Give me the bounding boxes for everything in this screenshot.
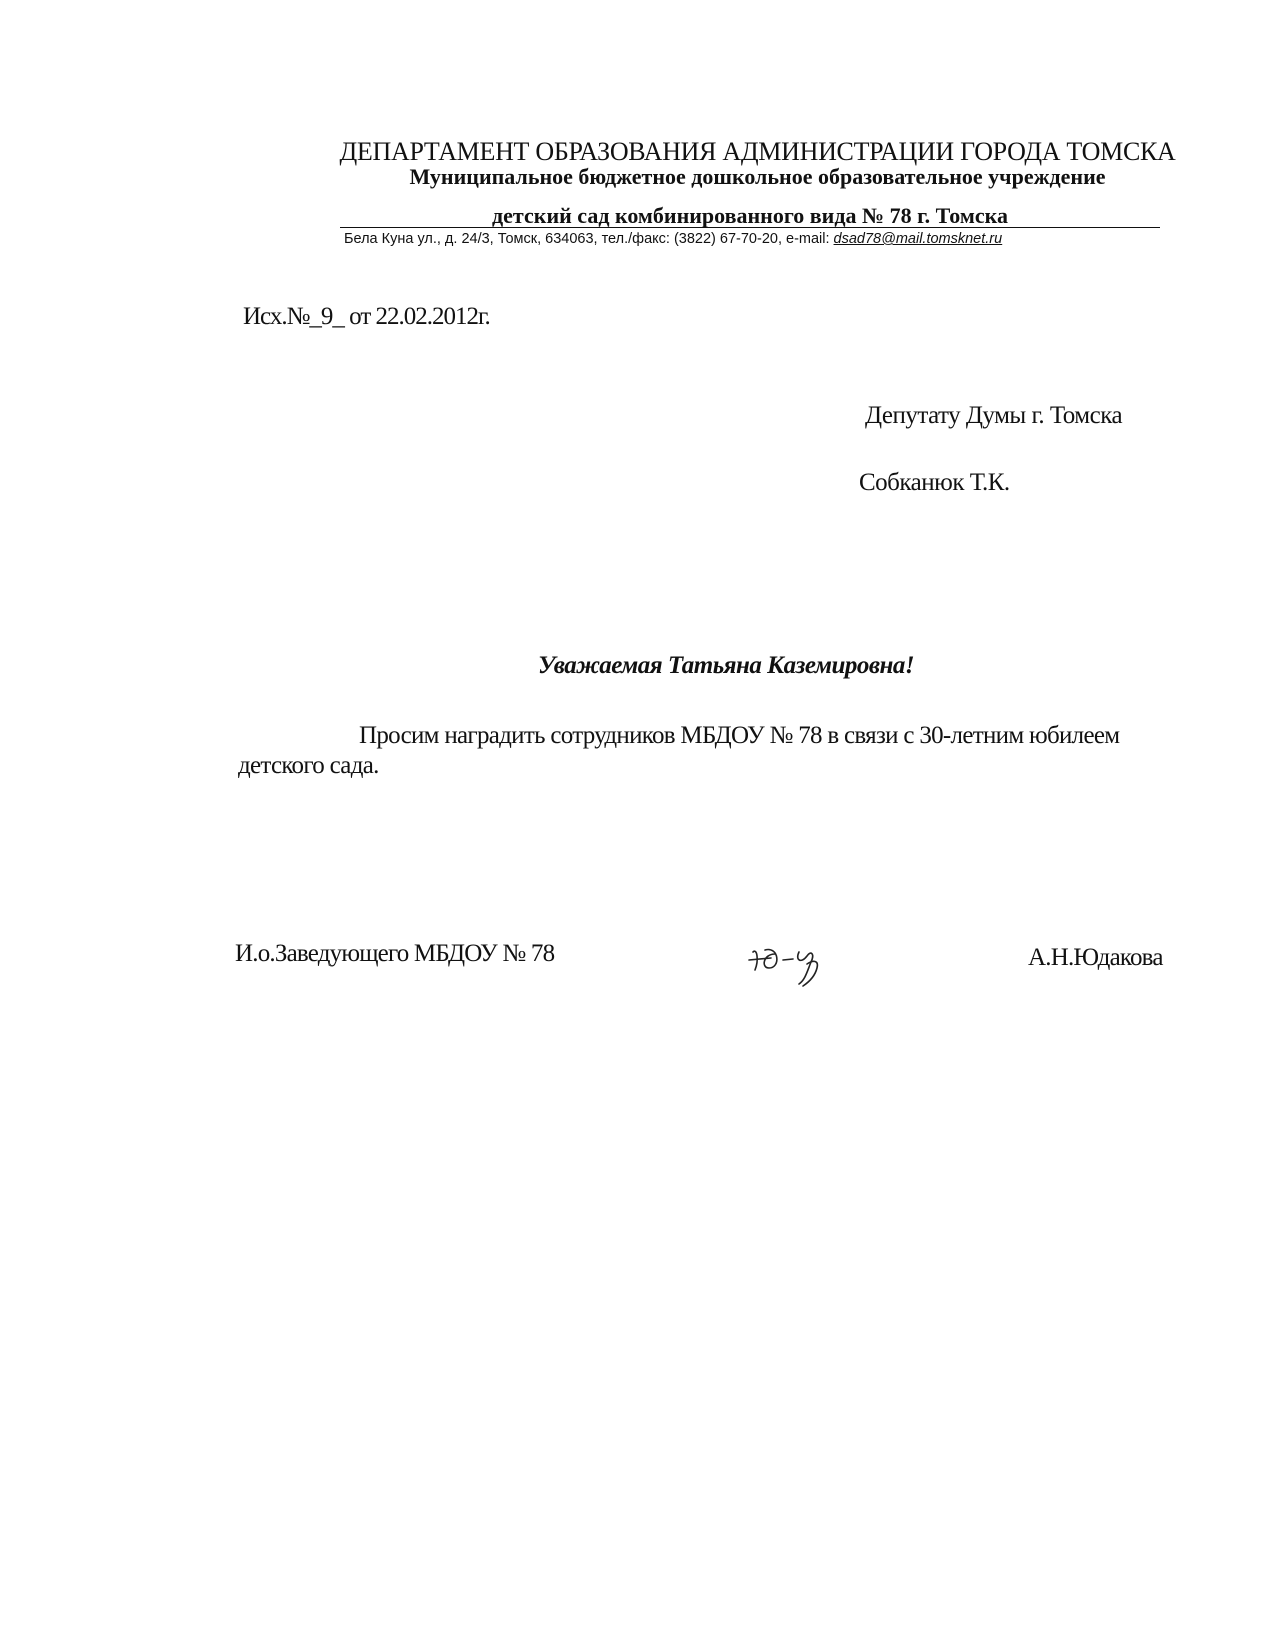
letterhead-kindergarten: детский сад комбинированного вида № 78 г. Томска xyxy=(492,203,1008,228)
letterhead-divider xyxy=(340,227,1160,228)
letterhead-address: Бела Куна ул., д. 24/3, Томск, 634063, тел./факс: (3822) 67-70-20, e-mail: xyxy=(344,231,834,247)
handwritten-signature xyxy=(745,930,845,990)
signer-title: И.о.Заведующего МБДОУ № 78 xyxy=(235,940,555,967)
signer-name: А.Н.Юдакова xyxy=(1028,944,1163,971)
body-text-line-2: детского сада. xyxy=(238,752,379,779)
addressee-position: Депутату Думы г. Томска xyxy=(865,402,1123,429)
outgoing-reference: Исх.№_9_ от 22.02.2012г. xyxy=(243,303,490,330)
letterhead-email-link[interactable]: dsad78@mail.tomsknet.ru xyxy=(833,231,1003,247)
letterhead-department: ДЕПАРТАМЕНТ ОБРАЗОВАНИЯ АДМИНИСТРАЦИИ ГОРОДА ТОМСКА xyxy=(339,137,1176,166)
addressee-name: Собканюк Т.К. xyxy=(859,469,1010,496)
letterhead-institution: Муниципальное бюджетное дошкольное образовательное учреждение xyxy=(409,164,1106,189)
salutation: Уважаемая Татьяна Каземировна! xyxy=(538,652,915,679)
letterhead-contacts xyxy=(344,231,1002,247)
body-text-line-1: Просим наградить сотрудников МБДОУ № 78 в связи с 30-летним юбилеем xyxy=(359,722,1120,749)
